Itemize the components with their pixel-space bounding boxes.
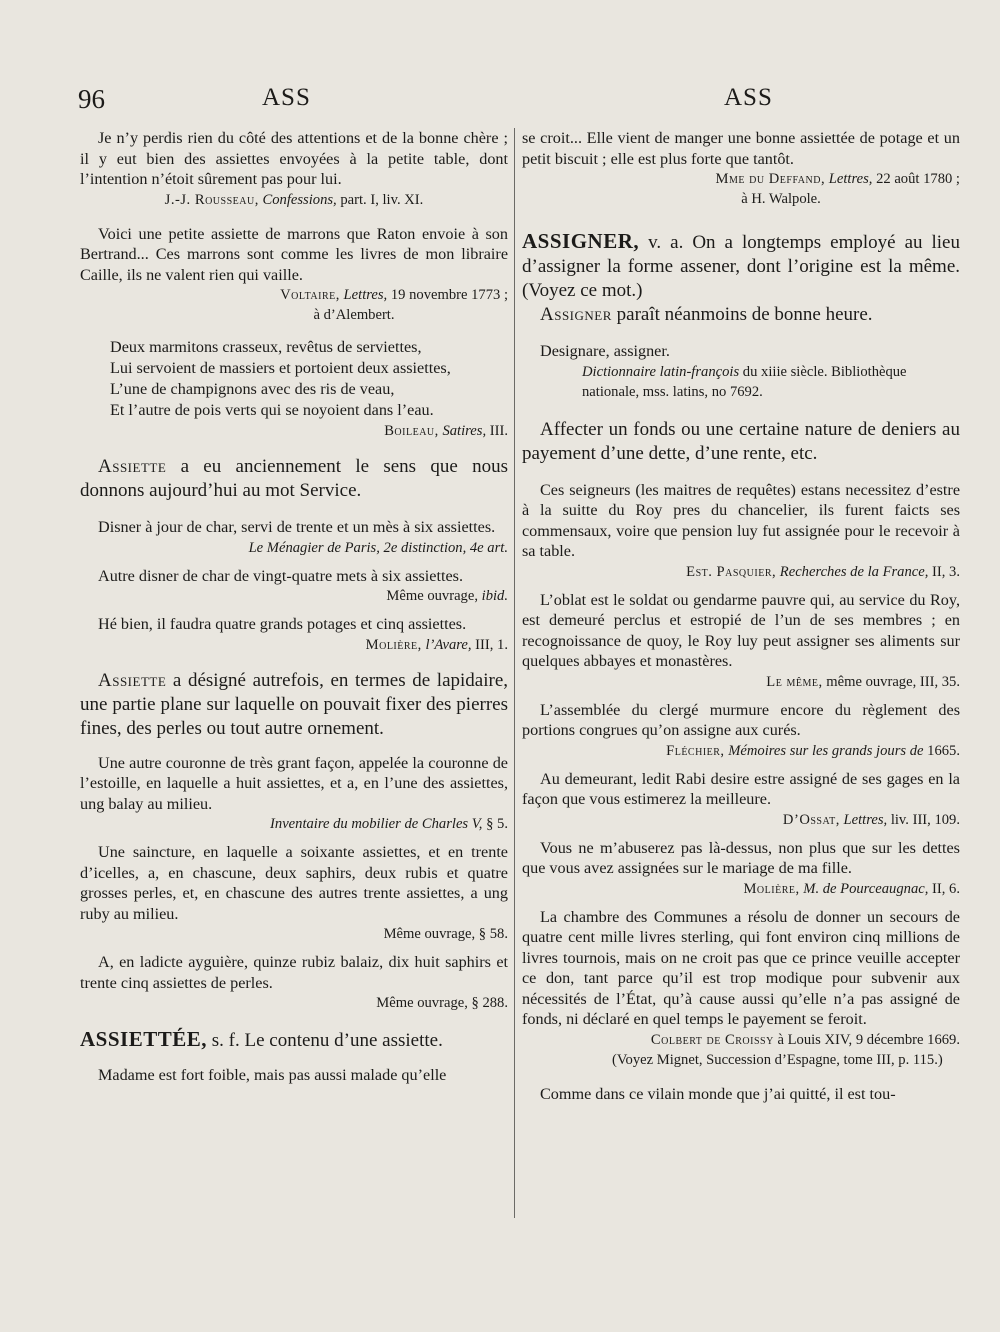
- quote-moliere-avare: Hé bien, il faudra quatre grands potages et cinq assiettes.: [98, 615, 467, 633]
- quote-communes: La chambre des Communes a résolu de donner un secours de quatre cent mille livres sterling, qui font environ cinq millions de livres tournois, mais on ne croit pas que ce prince veuille accepter ce don, tant parce qu’il est trop modique pour subvenir aux nécessités de l’État, qu’à cause aussi qu’elle n’a pas assigné de fonds, ni déclaré en quel temps le payement se feroit.: [522, 907, 960, 1028]
- citation-boileau: Boileau, Satires, III.: [384, 423, 508, 439]
- quote-voltaire: Voici une petite assiette de marrons que Raton envoie à son Bertrand... Ces marrons sont comme les livres de mon libraire Caille, ils ne valent rien qui vaille.: [80, 224, 508, 284]
- citation-deffand: Mme du Deffand, Lettres, 22 août 1780 ;: [715, 171, 960, 187]
- definition-assiette-lapidaire: Assiette a désigné autrefois, en termes de lapidaire, une partie plane sur laquelle on pouvait fixer des pierres fines, des perles ou tout autre ornement.: [80, 669, 509, 739]
- right-column: [522, 128, 960, 1104]
- quote-menagier: Disner à jour de char, servi de trente et un mès à six assiettes.: [98, 518, 496, 536]
- quote-clerge: L’assemblée du clergé murmure encore du règlement des portions congrues qu’on assigne aux curés.: [522, 700, 960, 739]
- quote-autre-disner: Autre disner de char de vingt-quatre mets à six assiettes.: [98, 566, 464, 585]
- quote-deffand-cont: se croit... Elle vient de manger une bonne assiettée de potage et un petit biscuit ; elle est plus forte que tantôt.: [522, 129, 960, 168]
- quote-pourceaugnac: Vous ne m’abuserez pas là-dessus, non plus que sur les dettes que vous avez assignées sur le mariage de ma fille.: [522, 838, 960, 877]
- citation-moliere-pourceaugnac: Molière, M. de Pourceaugnac, II, 6.: [743, 880, 960, 897]
- citation-le-meme: Le même, même ouvrage, III, 35.: [766, 673, 960, 690]
- running-head-right: ASS: [724, 84, 773, 111]
- citation-meme-ouvrage-288: Même ouvrage, § 288.: [376, 995, 508, 1011]
- entry-assiettee: ASSIETTÉE, s. f. Le contenu d’une assiette.: [80, 1027, 443, 1051]
- quote-oblat: L’oblat est le soldat ou gendarme pauvre qui, au service du Roy, est demeuré perclus et estropié de l’un de ses membres ; en recognoissance de quoy, le Roy luy peut assigner ses aliments sur quelques abbayes et monastères.: [522, 590, 960, 670]
- left-column: [80, 128, 508, 1086]
- quote-rousseau: Je n’y perdis rien du côté des attentions et de la bonne chère ; il y eut bien des assiettes envoyées à la petite table, dont l’intention n’étoit sûrement pas pour lui.: [80, 129, 508, 188]
- quote-deffand-start: Madame est fort foible, mais pas aussi malade qu’elle: [98, 1066, 447, 1084]
- citation-mignet: (Voyez Mignet, Succession d’Espagne, tome III, p. 115.): [612, 1051, 943, 1068]
- citation-deffand-recipient: à H. Walpole.: [741, 191, 821, 207]
- entry-assigner-note: Assigner paraît néanmoins de bonne heure.: [540, 304, 873, 325]
- verse-boileau: [80, 337, 508, 421]
- citation-dictionnaire: Dictionnaire latin-françois du xiiie siècle. Bibliothèque nationale, mss. latins, no 7692.: [582, 363, 907, 400]
- quote-couronne: Une autre couronne de très grant façon, appelée la couronne de l’estoille, en laquelle a huit assiettes, et a, en l’une des assiettes, ung balay au milieu.: [80, 753, 508, 813]
- citation-rousseau: J.-J. Rousseau, Confessions, part. I, liv. XI.: [164, 191, 424, 208]
- citation-moliere-avare: Molière, l’Avare, III, 1.: [365, 636, 508, 653]
- citation-dossat: D’Ossat, Lettres, liv. III, 109.: [782, 811, 960, 828]
- quote-rabi: Au demeurant, ledit Rabi desire estre assigné de ses gages en la façon que vous estimerez la meilleure.: [522, 769, 960, 808]
- entry-assigner: ASSIGNER, v. a. On a longtemps employé au lieu d’assigner la forme assener, dont l’origine est la même. (Voyez ce mot.): [522, 229, 960, 301]
- citation-colbert: Colbert de Croissy à Louis XIV, 9 décembre 1669.: [650, 1031, 960, 1048]
- gloss-designare: Designare, assigner.: [540, 342, 670, 360]
- definition-affecter: Affecter un fonds ou une certaine nature de deniers au payement d’une dette, d’une rente, etc.: [522, 418, 960, 464]
- running-head-left: ASS: [262, 84, 311, 111]
- quote-pasquier: Ces seigneurs (les maitres de requêtes) estans necessitez d’estre à la suitte du Roy pres du chancelier, ils furent faicts ses commensaux, voire que pension luy fut assignée pour le recevoir à sa table.: [522, 480, 960, 560]
- citation-flechier: Fléchier, Mémoires sur les grands jours de 1665.: [666, 742, 960, 759]
- column-rule: [514, 128, 515, 1218]
- verse-line: Deux marmitons crasseux, revêtus de serviettes,: [110, 338, 422, 356]
- quote-vilain-monde: Comme dans ce vilain monde que j’ai quitté, il est tou-: [540, 1084, 896, 1103]
- verse-line: Lui servoient de massiers et portoient deux assiettes,: [110, 359, 451, 377]
- definition-assiette-service: Assiette a eu anciennement le sens que nous donnons aujourd’hui au mot Service.: [80, 456, 508, 501]
- citation-meme-ouvrage: Même ouvrage, ibid.: [386, 588, 508, 604]
- verse-line: Et l’autre de pois verts qui se noyoient dans l’eau.: [110, 401, 434, 419]
- citation-menagier: Le Ménagier de Paris, 2e distinction, 4e art.: [248, 539, 508, 556]
- verse-line: L’une de champignons avec des ris de veau,: [110, 380, 395, 398]
- quote-saincture: Une saincture, en laquelle a soixante assiettes, et en trente d’icelles, a, en chascune, deux saphirs, deux rubis et quatre grosses perles, et, en chascune des autres trente assiettes, a ung ruby au milieu.: [80, 843, 508, 923]
- page-number: 96: [78, 84, 105, 114]
- quote-ayguiere: A, en ladicte ayguière, quinze rubiz balaiz, dix huit saphirs et trente cinq assiettes de perles.: [80, 953, 508, 992]
- citation-voltaire: Voltaire, Lettres, 19 novembre 1773 ;: [280, 287, 508, 303]
- citation-inventaire: Inventaire du mobilier de Charles V, § 5.: [270, 816, 508, 832]
- citation-meme-ouvrage-58: Même ouvrage, § 58.: [383, 926, 508, 942]
- citation-voltaire-recipient: à d’Alembert.: [313, 307, 395, 323]
- citation-pasquier: Est. Pasquier, Recherches de la France, II, 3.: [686, 563, 960, 580]
